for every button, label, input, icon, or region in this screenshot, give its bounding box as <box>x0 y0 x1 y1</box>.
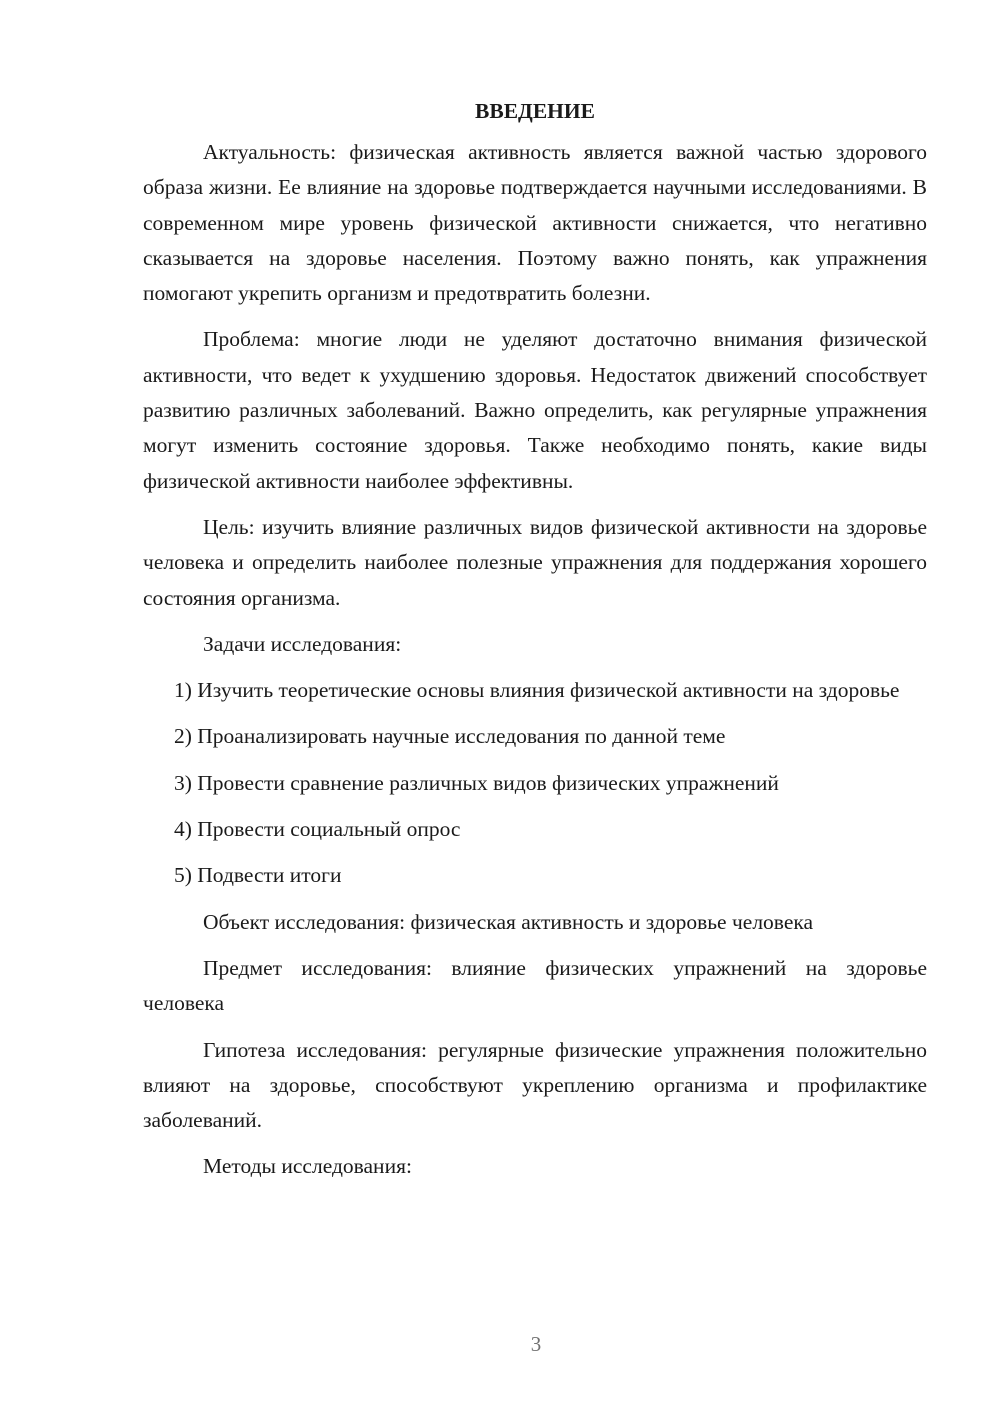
tasks-heading: Задачи исследования: <box>203 631 402 656</box>
problem-paragraph: Проблема: многие люди не уделяют достаточно внимания физической активности, что ведет к ухудшению здоровья. Недостаток движений способствует развитию различных заболеваний. Важно определить, как регулярные упражнения могут изменить состояние здоровья. Также необходимо понять, какие виды физической активности наиболее эффективны. <box>143 327 927 493</box>
goal-paragraph: Цель: изучить влияние различных видов физической активности на здоровье человека и определить наиболее полезные упражнения для поддержания хорошего состояния организма. <box>143 514 927 610</box>
object-paragraph: Объект исследования: физическая активность и здоровье человека <box>203 909 814 934</box>
task-item-2: 2) Проанализировать научные исследования по данной теме <box>174 724 726 749</box>
task-item-1: 1) Изучить теоретические основы влияния физической активности на здоровье <box>174 678 900 703</box>
subject-paragraph: Предмет исследования: влияние физических упражнений на здоровье человека <box>143 955 927 1016</box>
methods-heading: Методы исследования: <box>203 1154 412 1179</box>
task-item-3: 3) Провести сравнение различных видов физических упражнений <box>174 770 779 795</box>
page-content <box>143 96 927 1185</box>
hypothesis-paragraph: Гипотеза исследования: регулярные физические упражнения положительно влияют на здоровье, способствуют укреплению организма и профилактике заболеваний. <box>143 1037 927 1133</box>
page-number: 3 <box>530 1332 542 1356</box>
task-item-4: 4) Провести социальный опрос <box>174 817 461 842</box>
relevance-paragraph: Актуальность: физическая активность является важной частью здорового образа жизни. Ее влияние на здоровье подтверждается научными исследованиями. В современном мире уровень физической активности снижается, что негативно сказывается на здоровье населения. Поэтому важно понять, как упражнения помогают укрепить организм и предотвратить болезни. <box>143 140 927 306</box>
task-item-5: 5) Подвести итоги <box>174 863 342 888</box>
section-title: ВВЕДЕНИЕ <box>475 99 595 123</box>
